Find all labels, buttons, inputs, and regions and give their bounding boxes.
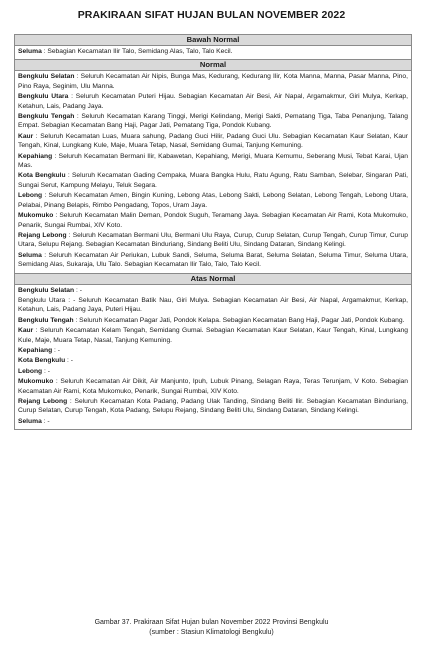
- region-name: Rejang Lebong: [18, 231, 67, 239]
- region-name: Kepahiang: [18, 346, 53, 354]
- region-entry: [18, 316, 408, 325]
- caption-line-2: (sumber : Stasiun Klimatologi Bengkulu): [149, 629, 274, 636]
- region-entry: [18, 47, 408, 56]
- region-name: Kaur: [18, 327, 34, 335]
- section-heading-atas-normal: Atas Normal: [15, 273, 411, 285]
- section-body-bawah-normal: [15, 46, 411, 59]
- region-entry: [18, 367, 408, 376]
- region-description: : -: [41, 417, 50, 425]
- region-name: Bengkulu Tengah: [18, 113, 75, 121]
- region-description: : Seluruh Kecamatan Luas, Muara sahung, Padang Guci Hilir, Padang Guci Ulu. Sebagian Kecamatan Kaur Selatan, Kaur Tengah, Kinal, Lungkang Kule, Maje, Muara Tetap, Nasal, Semidang Gumai, Tanjung Kemuning.: [18, 132, 408, 150]
- region-name: Bengkulu Selatan: [18, 73, 75, 81]
- region-name: Rejang Lebong: [18, 398, 68, 405]
- region-entry: [18, 191, 408, 210]
- region-entry: [18, 152, 408, 171]
- region-name: Seluma: [18, 251, 42, 259]
- region-name: Kaur: [18, 132, 34, 140]
- region-name: Mukomuko: [18, 212, 54, 220]
- region-name: Bengkulu Selatan: [18, 286, 75, 294]
- region-name: Seluma: [18, 48, 42, 55]
- region-description: : Seluruh Kecamatan Malin Deman, Pondok Suguh, Teramang Jaya. Sebagian Kecamatan Air Rami, Kota Mukomuko, Penarik, Sungai Rumbai, XIV Koto.: [18, 212, 408, 229]
- region-description: : Seluruh Kecamatan Kota Padang, Padang Ulak Tanding, Sindang Beliti Ilir. Sebagian Kecamatan Binduriang, Curup Selatan, Curup Tengah, Kota Padang, Selupu Rejang, Sindang Beliti Ulu, Sindang Dataran, Sindang Kelingi.: [18, 398, 408, 415]
- region-name: Kota Bengkulu: [18, 357, 66, 365]
- region-entry: [18, 346, 408, 355]
- region-description: : -: [74, 286, 82, 294]
- region-entry: [18, 326, 408, 345]
- region-description: : Sebagian Kecamatan Ilir Talo, Semidang Alas, Talo, Talo Kecil.: [41, 48, 233, 55]
- region-entry: [18, 397, 408, 416]
- section-heading-bawah-normal: Bawah Normal: [15, 35, 411, 46]
- region-description: : Seluruh Kecamatan Air Periukan, Lubuk Sandi, Seluma, Seluma Barat, Seluma Selatan, Seluma Timur, Seluma Utara, Semidang Alas, Sukaraja, Ulu Talo. Sebagian Kecamatan Ilir Talo, Talo, Talo Kecil.: [18, 251, 408, 269]
- region-name: Lebong: [18, 367, 43, 375]
- region-description: : Seluruh Kecamatan Air Nipis, Bunga Mas, Kedurang, Kedurang Ilir, Kota Manna, Manna, Pasar Manna, Pino, Pino Raya, Seginim, Ulu Manna.: [18, 73, 408, 90]
- region-description: : Seluruh Kecamatan Bermani Ulu, Bermani Ulu Raya, Curup, Curup Selatan, Curup Tengah, Curup Timur, Curup Utara, Selupu Rejang. Sebagian Kecamatan Binduriang, Sindang Beliti Ulu, Sindang Dataran, Sindang Kelingi.: [18, 231, 408, 249]
- region-description: Bengkulu Utara : - Seluruh Kecamatan Batik Nau, Giri Mulya. Sebagian Kecamatan Air Besi, Air Napal, Argamakmur, Kerkap, Ketahun, Lais, Padang Jaya, Puteri Hijau.: [18, 296, 408, 314]
- region-entry: [18, 112, 408, 131]
- document-title: PRAKIRAAN SIFAT HUJAN BULAN NOVEMBER 2022: [77, 9, 346, 21]
- section-body-normal: [15, 71, 411, 272]
- forecast-table: [14, 34, 412, 430]
- region-description: : Seluruh Kecamatan Amen, Bingin Kuning, Lebong Atas, Lebong Sakti, Lebong Selatan, Lebong Tengah, Lebong Utara, Pelabai, Pinang Belapis, Rimbo Pengadang, Topos, Uram Jaya.: [18, 192, 408, 209]
- region-description: : Seluruh Kecamatan Gading Cempaka, Muara Bangka Hulu, Ratu Agung, Ratu Samban, Selebar, Singaran Pati, Sungai Serut, Kampung Melayu, Teluk Segara.: [18, 172, 409, 189]
- section-body-atas-normal: [15, 285, 411, 430]
- region-entry: [18, 231, 408, 250]
- region-description: : -: [65, 357, 73, 365]
- region-name: Mukomuko: [18, 378, 54, 386]
- region-entry: [18, 356, 408, 365]
- section-heading-normal: Normal: [15, 59, 411, 71]
- region-name: Kota Bengkulu: [18, 172, 66, 180]
- region-entry: [18, 377, 408, 396]
- region-name: Bengkulu Utara: [18, 93, 69, 101]
- region-entry: [18, 92, 408, 111]
- region-description: : Seluruh Kecamatan Bermani Ilir, Kabawetan, Kepahiang, Merigi, Muara Kemumu, Seberang Musi, Tebat Karai, Ujan Mas.: [18, 152, 408, 170]
- region-name: Bengkulu Tengah: [18, 316, 74, 324]
- region-entry: [18, 286, 408, 295]
- region-entry: [18, 72, 408, 91]
- region-entry: [18, 251, 408, 270]
- region-entry: [18, 296, 408, 315]
- region-description: : Seluruh Kecamatan Kelam Tengah, Semidang Gumai. Sebagian Kecamatan Kaur Selatan, Kaur Tengah, Kinal, Lungkang Kule, Maje, Muara Tetap, Nasal, Tanjung Kemuning.: [18, 327, 408, 344]
- region-description: : Seluruh Kecamatan Pagar Jati, Pondok Kelapa. Sebagian Kecamatan Bang Haji, Pagar Jati, Pondok Kubang.: [73, 316, 405, 324]
- region-description: : Seluruh Kecamatan Karang Tinggi, Merigi Kelindang, Merigi Sakti, Pematang Tiga, Taba Penanjung, Talang Empat. Sebagian Kecamatan Bang Haji, Pagar Jati, Pematang Tiga, Pondok Kubang.: [18, 113, 408, 130]
- region-name: Kepahiang: [18, 152, 53, 160]
- region-name: Seluma: [18, 417, 42, 425]
- region-entry: [18, 417, 408, 426]
- caption-line-1: Gambar 37. Prakiraan Sifat Hujan bulan November 2022 Provinsi Bengkulu: [94, 619, 329, 626]
- region-description: : -: [42, 367, 50, 375]
- region-description: : -: [52, 346, 60, 354]
- region-name: Lebong: [18, 192, 43, 200]
- region-description: : Seluruh Kecamatan Puteri Hijau. Sebagian Kecamatan Air Besi, Air Napal, Argamakmur, Giri Mulya, Kerkap, Ketahun, Lais, Padang Jaya.: [18, 93, 408, 110]
- region-entry: [18, 132, 408, 151]
- region-entry: [18, 211, 408, 230]
- region-description: : Seluruh Kecamatan Air Dikit, Air Manjunto, Ipuh, Lubuk Pinang, Selagan Raya, Teras Terunjam, V Koto. Sebagian Kecamatan Air Rami, Kota Mukomuko, Penarik, Sungai Rumbai, XIV Koto.: [18, 378, 408, 395]
- figure-caption: [0, 618, 423, 638]
- region-entry: [18, 171, 408, 190]
